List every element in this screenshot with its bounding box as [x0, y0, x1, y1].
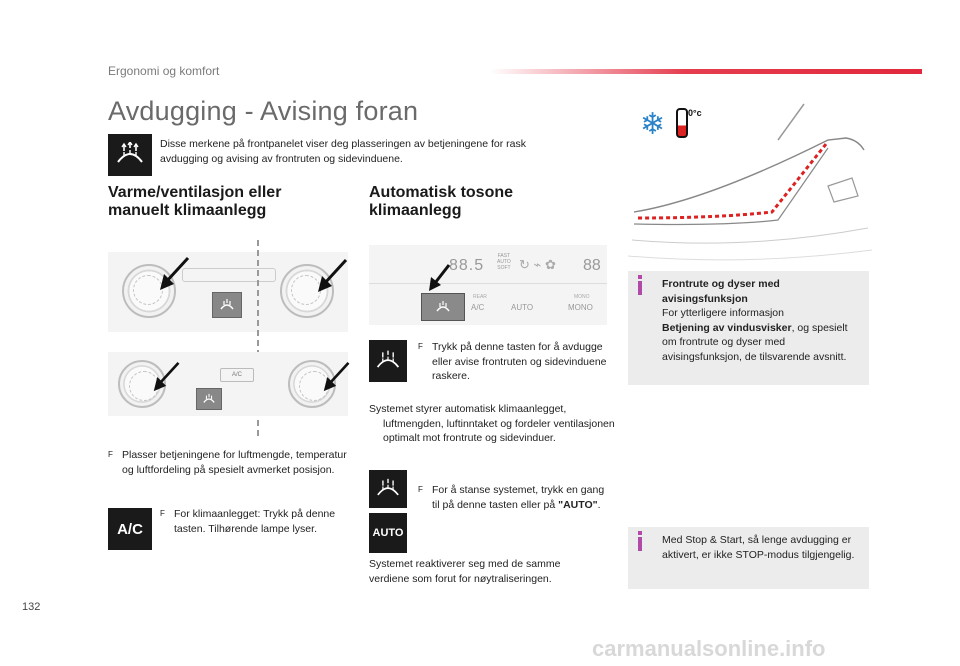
ac-button-icon: A/C — [108, 508, 152, 550]
page-number: 132 — [22, 601, 41, 613]
manual-panel-image — [108, 252, 348, 332]
middle-bullet-1-text: Trykk på denne tasten for å avdugge eller avise frontruten og sidevinduene raskere. — [432, 341, 607, 382]
ac-label: A/C — [471, 303, 485, 312]
middle-heading — [369, 184, 609, 220]
header-accent-bar — [490, 69, 922, 74]
mono-label: MONO — [568, 303, 593, 312]
middle-bullet-2-pre: For å stanse systemet, trykk en gang til på denne tasten eller på — [432, 484, 605, 511]
watermark: carmanualsonline.info — [592, 636, 826, 661]
left-bullet-1 — [108, 448, 348, 477]
mono-small-label: MONO — [574, 294, 590, 300]
defrost-icon — [369, 470, 407, 508]
bullet-icon: F — [418, 485, 423, 494]
mode-icons: ↻ ⌁ ✿ — [519, 257, 556, 272]
middle-bullet-2-bold: "AUTO" — [558, 498, 598, 511]
left-bullet-1-text: Plasser betjeningene for luftmengde, temperatur og luftfordeling på spesielt avmerket posisjon. — [122, 449, 347, 476]
left-bullet-2-text: For klimaanlegget: Trykk på denne tasten. Tilhørende lampe lyser. — [174, 508, 336, 535]
auto-label: AUTO — [511, 303, 534, 312]
middle-bullet-2-post: . — [597, 498, 601, 511]
arrow-icon — [423, 263, 453, 293]
middle-heading-line2: klimaanlegg — [369, 202, 462, 219]
middle-bullet-2 — [418, 483, 610, 512]
left-bullet-2 — [160, 507, 340, 536]
auto-small-label: AUTO — [497, 259, 511, 265]
snowflake-icon: ❄ — [640, 108, 666, 141]
info-box-1-post: , og spesielt om frontrute og dyser med avisingsfunksjon, de tilsvarende avsnitt. — [662, 321, 848, 363]
soft-label: SOFT — [497, 265, 511, 271]
left-heading-line2: manuelt klimaanlegg — [108, 202, 267, 219]
section-label: Ergonomi og komfort — [108, 64, 220, 78]
info-box-1-text — [662, 277, 862, 364]
defrost-button-highlight — [196, 388, 222, 410]
info-box-2-text: Med Stop & Start, så lenge avdugging er aktivert, er ikke STOP-modus tilgjengelig. — [662, 534, 855, 561]
display-right: 88 — [583, 257, 601, 274]
info-icon — [638, 537, 642, 551]
page-title: Avdugging - Avising foran — [108, 96, 419, 126]
arrow-icon — [316, 258, 350, 294]
auto-panel-image — [369, 245, 607, 325]
arrow-icon — [152, 360, 182, 394]
fan-modes — [497, 253, 511, 271]
defrost-icon — [108, 134, 152, 176]
arrow-icon — [322, 360, 352, 394]
bullet-icon: F — [108, 450, 113, 459]
info-box-stop-start — [628, 527, 869, 589]
system-text: Systemet styrer automatisk klimaanlegget, luftmengden, luftinntaket og fordeler ventilasjonen optimalt mot frontrute og sidevinduer. — [369, 403, 615, 444]
left-heading-line1: Varme/ventilasjon eller — [108, 184, 282, 201]
panel-line — [369, 283, 607, 284]
intro-text: Disse merkene på frontpanelet viser deg plasseringen av betjeningene for rask avdugging og avising av frontruten og sidevinduene. — [160, 138, 526, 165]
info-icon — [638, 281, 642, 295]
defrost-button-highlight — [421, 293, 465, 321]
info-box-frontrute — [628, 271, 869, 385]
bullet-icon: F — [160, 509, 165, 518]
rear-label: REAR — [473, 294, 487, 300]
auto-button-icon: AUTO — [369, 513, 407, 553]
windshield-illustration — [628, 100, 872, 266]
ac-panel-image — [108, 352, 348, 416]
middle-heading-line1: Automatisk tosone — [369, 184, 514, 201]
display-left: 88.5 — [449, 257, 485, 274]
fast-label: FAST — [497, 253, 511, 259]
left-heading — [108, 184, 348, 220]
thermometer-label: 0°c — [688, 108, 702, 118]
arrow-icon — [158, 256, 192, 292]
defrost-button-highlight — [212, 292, 242, 318]
info-box-1-title: Frontrute og dyser med avisingsfunksjon — [662, 278, 780, 305]
middle-bullet-1 — [418, 340, 610, 384]
bullet-icon: F — [418, 342, 423, 351]
info-box-1-bold: Betjening av vindusvisker — [662, 321, 792, 334]
reactivate-text: Systemet reaktiverer seg med de samme verdiene som forut for nøytraliseringen. — [369, 558, 561, 585]
defrost-icon — [369, 340, 407, 382]
thermometer-icon — [676, 108, 688, 138]
info-box-1-pre: For ytterligere informasjon — [662, 307, 784, 319]
panel-ac-label: A/C — [220, 368, 254, 382]
panel-slot — [182, 268, 276, 282]
